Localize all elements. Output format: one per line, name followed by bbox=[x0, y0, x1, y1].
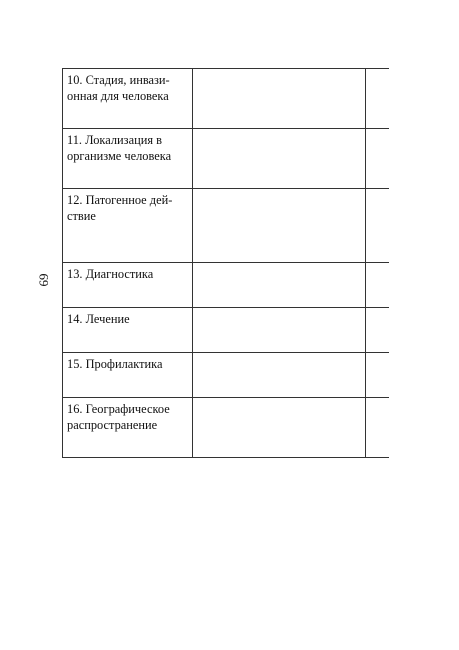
table-row bbox=[63, 189, 389, 263]
page-number: 69 bbox=[36, 273, 51, 287]
table-row bbox=[63, 308, 389, 353]
row-label: 13. Диагностика bbox=[63, 263, 193, 308]
table-row bbox=[63, 263, 389, 308]
row-label: 11. Локализация в организме человека bbox=[63, 129, 193, 189]
answer-cell-extra[interactable] bbox=[366, 353, 389, 398]
row-label: 10. Стадия, инвази- онная для человека bbox=[63, 69, 193, 129]
answer-cell-extra[interactable] bbox=[366, 263, 389, 308]
answer-cell[interactable] bbox=[193, 353, 366, 398]
table-row bbox=[63, 353, 389, 398]
row-label: 12. Патогенное дей- ствие bbox=[63, 189, 193, 263]
answer-cell[interactable] bbox=[193, 189, 366, 263]
answer-cell[interactable] bbox=[193, 69, 366, 129]
table-row bbox=[63, 398, 389, 458]
answer-cell[interactable] bbox=[193, 129, 366, 189]
table-row bbox=[63, 129, 389, 189]
answer-cell-extra[interactable] bbox=[366, 129, 389, 189]
answer-cell[interactable] bbox=[193, 263, 366, 308]
answer-cell-extra[interactable] bbox=[366, 189, 389, 263]
table-row bbox=[63, 69, 389, 129]
row-label: 16. Географическое распространение bbox=[63, 398, 193, 458]
row-label: 15. Профилактика bbox=[63, 353, 193, 398]
answer-cell-extra[interactable] bbox=[366, 398, 389, 458]
row-label: 14. Лечение bbox=[63, 308, 193, 353]
form-table bbox=[62, 68, 389, 458]
answer-cell[interactable] bbox=[193, 398, 366, 458]
answer-cell-extra[interactable] bbox=[366, 69, 389, 129]
answer-cell[interactable] bbox=[193, 308, 366, 353]
answer-cell-extra[interactable] bbox=[366, 308, 389, 353]
